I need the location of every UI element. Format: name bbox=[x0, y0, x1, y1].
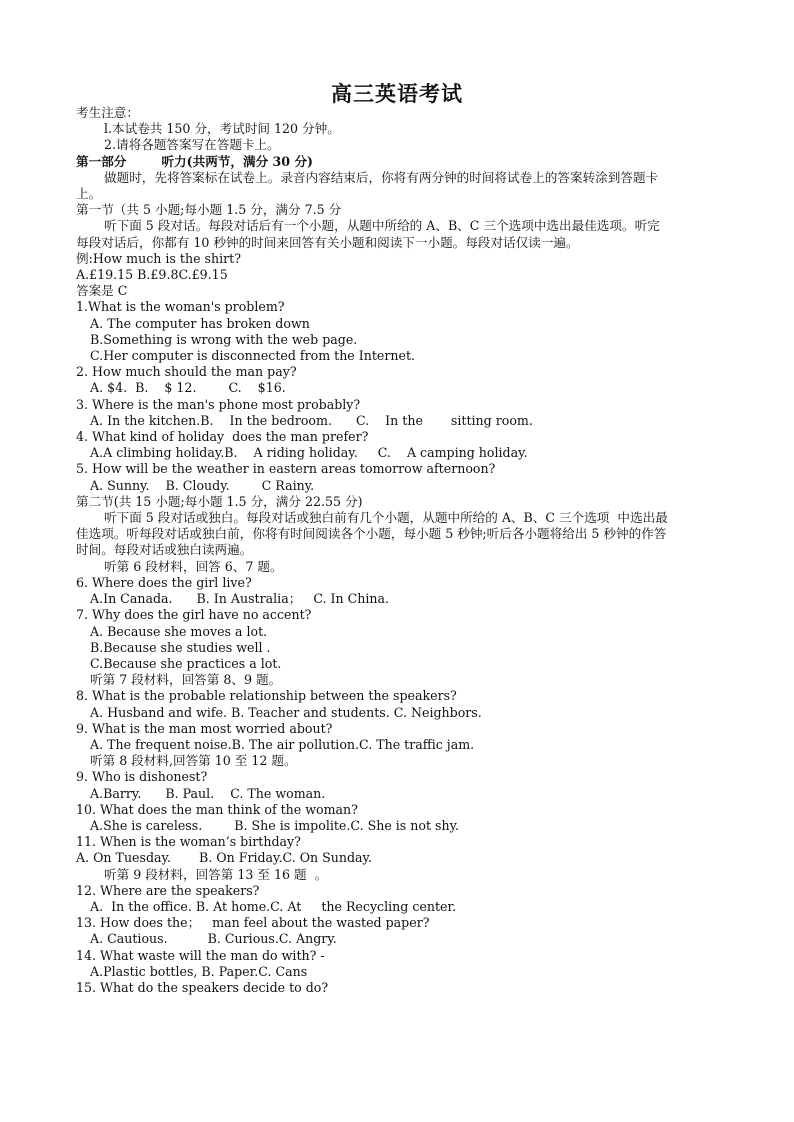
question-options: A. The frequent noise.B. The air pollution.C. The traffic jam. bbox=[90, 736, 475, 752]
questions-1-5 bbox=[76, 299, 722, 493]
note-item-1: l.本试卷共 150 分，考试时间 120 分钟。 bbox=[104, 121, 340, 137]
question-options: A. On Tuesday. B. On Friday.C. On Sunday. bbox=[76, 850, 372, 866]
part1-instruction-line1: 做题时，先将答案标在试卷上。录音内容结束后，你将有两分钟的时间将试卷上的答案转涂到答题卡 bbox=[104, 169, 659, 185]
exam-body bbox=[76, 105, 722, 996]
part1-heading-left: 第一部分 bbox=[76, 153, 127, 169]
material-lead: 听第 8 段材料,回答第 10 至 12 题。 bbox=[90, 753, 297, 769]
section2-heading: 第二节(共 15 小题;每小题 1.5 分，满分 22.55 分) bbox=[76, 493, 363, 509]
section1-heading: 第一节（共 5 小题;每小题 1.5 分，满分 7.5 分 bbox=[76, 202, 342, 218]
question-options: A. Because she moves a lot. bbox=[90, 623, 268, 639]
page-title: 高三英语考试 bbox=[331, 81, 463, 106]
section1-instruction-line1: 听下面 5 段对话。每段对话后有一个小题，从题中所给的 A、B、C 三个选项中选出最佳选项。听完 bbox=[104, 218, 660, 234]
question-groups bbox=[76, 559, 722, 996]
question-stem: 4. What kind of holiday does the man prefer? bbox=[76, 429, 369, 445]
question-options: A. In the kitchen.B. In the bedroom. C. In the sitting room. bbox=[90, 412, 533, 428]
question-stem: 9. What is the man most worried about? bbox=[76, 720, 333, 736]
section2-instruction-line1: 听下面 5 段对话或独白。每段对话或独白前有几个小题，从题中所给的 A、B、C 三个选项 中选出最 bbox=[104, 510, 668, 526]
question-options: A. Cautious. B. Curious.C. Angry. bbox=[90, 931, 337, 947]
question-stem: 1.What is the woman's problem? bbox=[76, 299, 285, 315]
question-stem: 11. When is the woman’s birthday? bbox=[76, 834, 301, 850]
question-stem: 9. Who is dishonest? bbox=[76, 769, 208, 785]
question-options: B.Because she studies well . bbox=[90, 639, 271, 655]
part1-instruction-line2: 上。 bbox=[76, 186, 102, 202]
question-stem: 14. What waste will the man do with? - bbox=[76, 947, 325, 963]
question-stem: 13. How does the； man feel about the wasted paper? bbox=[76, 915, 430, 931]
material-lead: 听第 7 段材料，回答第 8、9 题。 bbox=[90, 672, 282, 688]
question-options: A. Husband and wife. B. Teacher and students. C. Neighbors. bbox=[90, 704, 482, 720]
question-stem: 12. Where are the speakers? bbox=[76, 882, 260, 898]
part1-heading-right: 听力(共两节，满分 30 分) bbox=[161, 153, 314, 169]
question-options: A. Sunny. B. Cloudy. C Rainy. bbox=[90, 477, 315, 493]
notes-header: 考生注意： bbox=[76, 105, 139, 120]
question-options: A. $4. B. $ 12. C. $16. bbox=[90, 380, 286, 396]
question-stem: 15. What do the speakers decide to do? bbox=[76, 979, 329, 995]
part1-heading bbox=[76, 154, 722, 170]
question-options: A.She is careless. B. She is impolite.C. She is not shy. bbox=[90, 817, 460, 833]
question-options: B.Something is wrong with the web page. bbox=[90, 331, 358, 347]
question-options: A.Barry. B. Paul. C. The woman. bbox=[90, 785, 326, 801]
example-options: A.£19.15 B.£9.8C.£9.15 bbox=[76, 267, 228, 283]
note-item-2: 2.请将各题答案写在答题卡上。 bbox=[104, 137, 280, 153]
question-options: A. In the office. B. At home.C. At the Recycling center. bbox=[90, 898, 457, 914]
question-options: A.Plastic bottles, B. Paper.C. Cans bbox=[90, 963, 308, 979]
question-stem: 3. Where is the man's phone most probably? bbox=[76, 396, 361, 412]
question-options: C.Because she practices a lot. bbox=[90, 655, 282, 671]
question-stem: 5. How will be the weather in eastern areas tomorrow afternoon? bbox=[76, 461, 496, 477]
section2-instruction-line3: 时间。每段对话或独白读两遍。 bbox=[76, 542, 253, 558]
question-options: A.A climbing holiday.B. A riding holiday. C. A camping holiday. bbox=[90, 445, 528, 461]
section2-instruction-line2: 佳选项。听每段对话或独白前，你将有时间阅读各个小题，每小题 5 秒钟;听后各小题将给出 5 秒钟的作答 bbox=[76, 526, 667, 542]
question-options: A.In Canada. B. In Australia； C. In China. bbox=[90, 591, 389, 607]
example-answer: 答案是 C bbox=[76, 283, 128, 299]
question-options: C.Her computer is disconnected from the Internet. bbox=[90, 348, 416, 364]
question-stem: 10. What does the man think of the woman? bbox=[76, 801, 358, 817]
question-stem: 6. Where does the girl live? bbox=[76, 574, 252, 590]
question-stem: 8. What is the probable relationship between the speakers? bbox=[76, 688, 457, 704]
question-stem: 2. How much should the man pay? bbox=[76, 364, 297, 380]
example-question: 例:How much is the shirt? bbox=[76, 250, 241, 266]
section1-instruction-line2: 每段对话后，你都有 10 秒钟的时间来回答有关小题和阅读下一小题。每段对话仅读一遍。 bbox=[76, 234, 579, 250]
material-lead: 听第 9 段材料，回答第 13 至 16 题 。 bbox=[104, 866, 328, 882]
question-options: A. The computer has broken down bbox=[90, 315, 310, 331]
question-stem: 7. Why does the girl have no accent? bbox=[76, 607, 312, 623]
material-lead: 听第 6 段材料，回答 6、7 题。 bbox=[104, 558, 283, 574]
